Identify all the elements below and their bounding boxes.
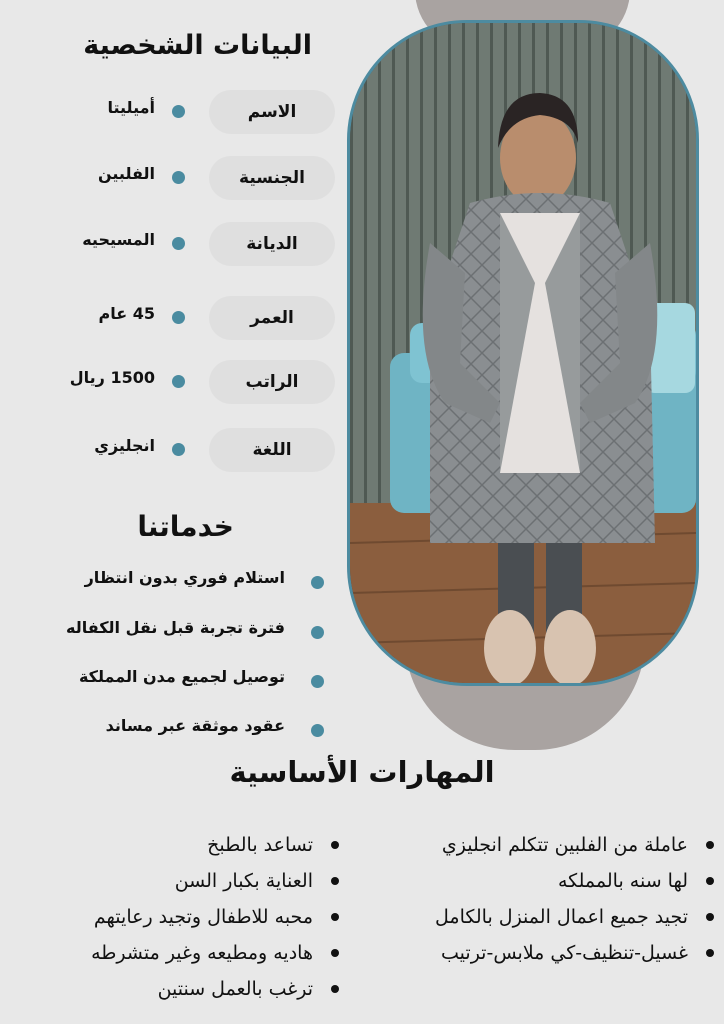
bullet-dot <box>172 375 185 388</box>
bullet-dot <box>311 724 324 737</box>
service-item <box>0 568 330 598</box>
bullet-dot <box>706 913 714 921</box>
info-row-age <box>0 296 345 340</box>
skill-text: العناية بكبار السن <box>174 870 313 892</box>
info-value: 1500 ريال <box>69 368 155 387</box>
service-text: فترة تجربة قبل نقل الكفاله <box>65 618 285 637</box>
bullet-dot <box>172 237 185 250</box>
info-value: انجليزي <box>94 436 155 455</box>
worker-photo-illustration <box>350 23 696 683</box>
skills-list-left <box>91 827 339 1007</box>
info-label: الراتب <box>209 360 335 404</box>
service-text: عقود موثقة عبر مساند <box>105 716 285 735</box>
bullet-dot <box>172 311 185 324</box>
bullet-dot <box>172 171 185 184</box>
skill-text: تساعد بالطبخ <box>207 834 313 856</box>
service-text: استلام فوري بدون انتظار <box>84 568 285 587</box>
info-row-religion <box>0 222 345 266</box>
bullet-dot <box>172 105 185 118</box>
bullet-dot <box>331 949 339 957</box>
skill-item <box>435 935 714 971</box>
skill-text: محبه للاطفال وتجيد رعايتهم <box>93 906 313 928</box>
skill-text: غسيل-تنظيف-كي ملابس-ترتيب <box>441 942 688 964</box>
skill-text: هاديه ومطيعه وغير متشرطه <box>91 942 313 964</box>
bullet-dot <box>331 985 339 993</box>
service-item <box>0 716 330 746</box>
bullet-dot <box>706 949 714 957</box>
info-row-name <box>0 90 345 134</box>
bullet-dot <box>331 841 339 849</box>
skills-title: المهارات الأساسية <box>229 755 495 789</box>
info-label: الجنسية <box>209 156 335 200</box>
skill-item <box>91 935 339 971</box>
worker-photo <box>347 20 699 686</box>
service-text: توصيل لجميع مدن المملكة <box>78 667 285 686</box>
bullet-dot <box>311 626 324 639</box>
info-label: العمر <box>209 296 335 340</box>
info-value: الفلبين <box>98 164 155 183</box>
bullet-dot <box>311 675 324 688</box>
info-value: أميليتا <box>107 98 155 117</box>
skill-text: عاملة من الفلبين تتكلم انجليزي <box>441 834 688 856</box>
skill-text: تجيد جميع اعمال المنزل بالكامل <box>435 906 688 928</box>
personal-data-title: البيانات الشخصية <box>83 30 312 61</box>
bullet-dot <box>331 913 339 921</box>
skill-item <box>91 863 339 899</box>
skill-item <box>91 827 339 863</box>
bullet-dot <box>311 576 324 589</box>
skills-list-right <box>435 827 714 971</box>
info-row-language <box>0 428 345 472</box>
bullet-dot <box>706 877 714 885</box>
info-label: اللغة <box>209 428 335 472</box>
info-label: الديانة <box>209 222 335 266</box>
service-item <box>0 667 330 697</box>
info-row-nationality <box>0 156 345 200</box>
skill-item <box>435 863 714 899</box>
skill-text: لها سنه بالمملكه <box>557 870 688 892</box>
services-title: خدماتنا <box>137 510 234 543</box>
skill-item <box>435 827 714 863</box>
info-label: الاسم <box>209 90 335 134</box>
skill-item <box>91 899 339 935</box>
info-value: 45 عام <box>98 304 155 323</box>
bullet-dot <box>172 443 185 456</box>
skill-item <box>91 971 339 1007</box>
info-value: المسيحيه <box>82 230 155 249</box>
skill-text: ترغب بالعمل سنتين <box>157 978 313 1000</box>
service-item <box>0 618 330 648</box>
bullet-dot <box>706 841 714 849</box>
skill-item <box>435 899 714 935</box>
bullet-dot <box>331 877 339 885</box>
info-row-salary <box>0 360 345 404</box>
